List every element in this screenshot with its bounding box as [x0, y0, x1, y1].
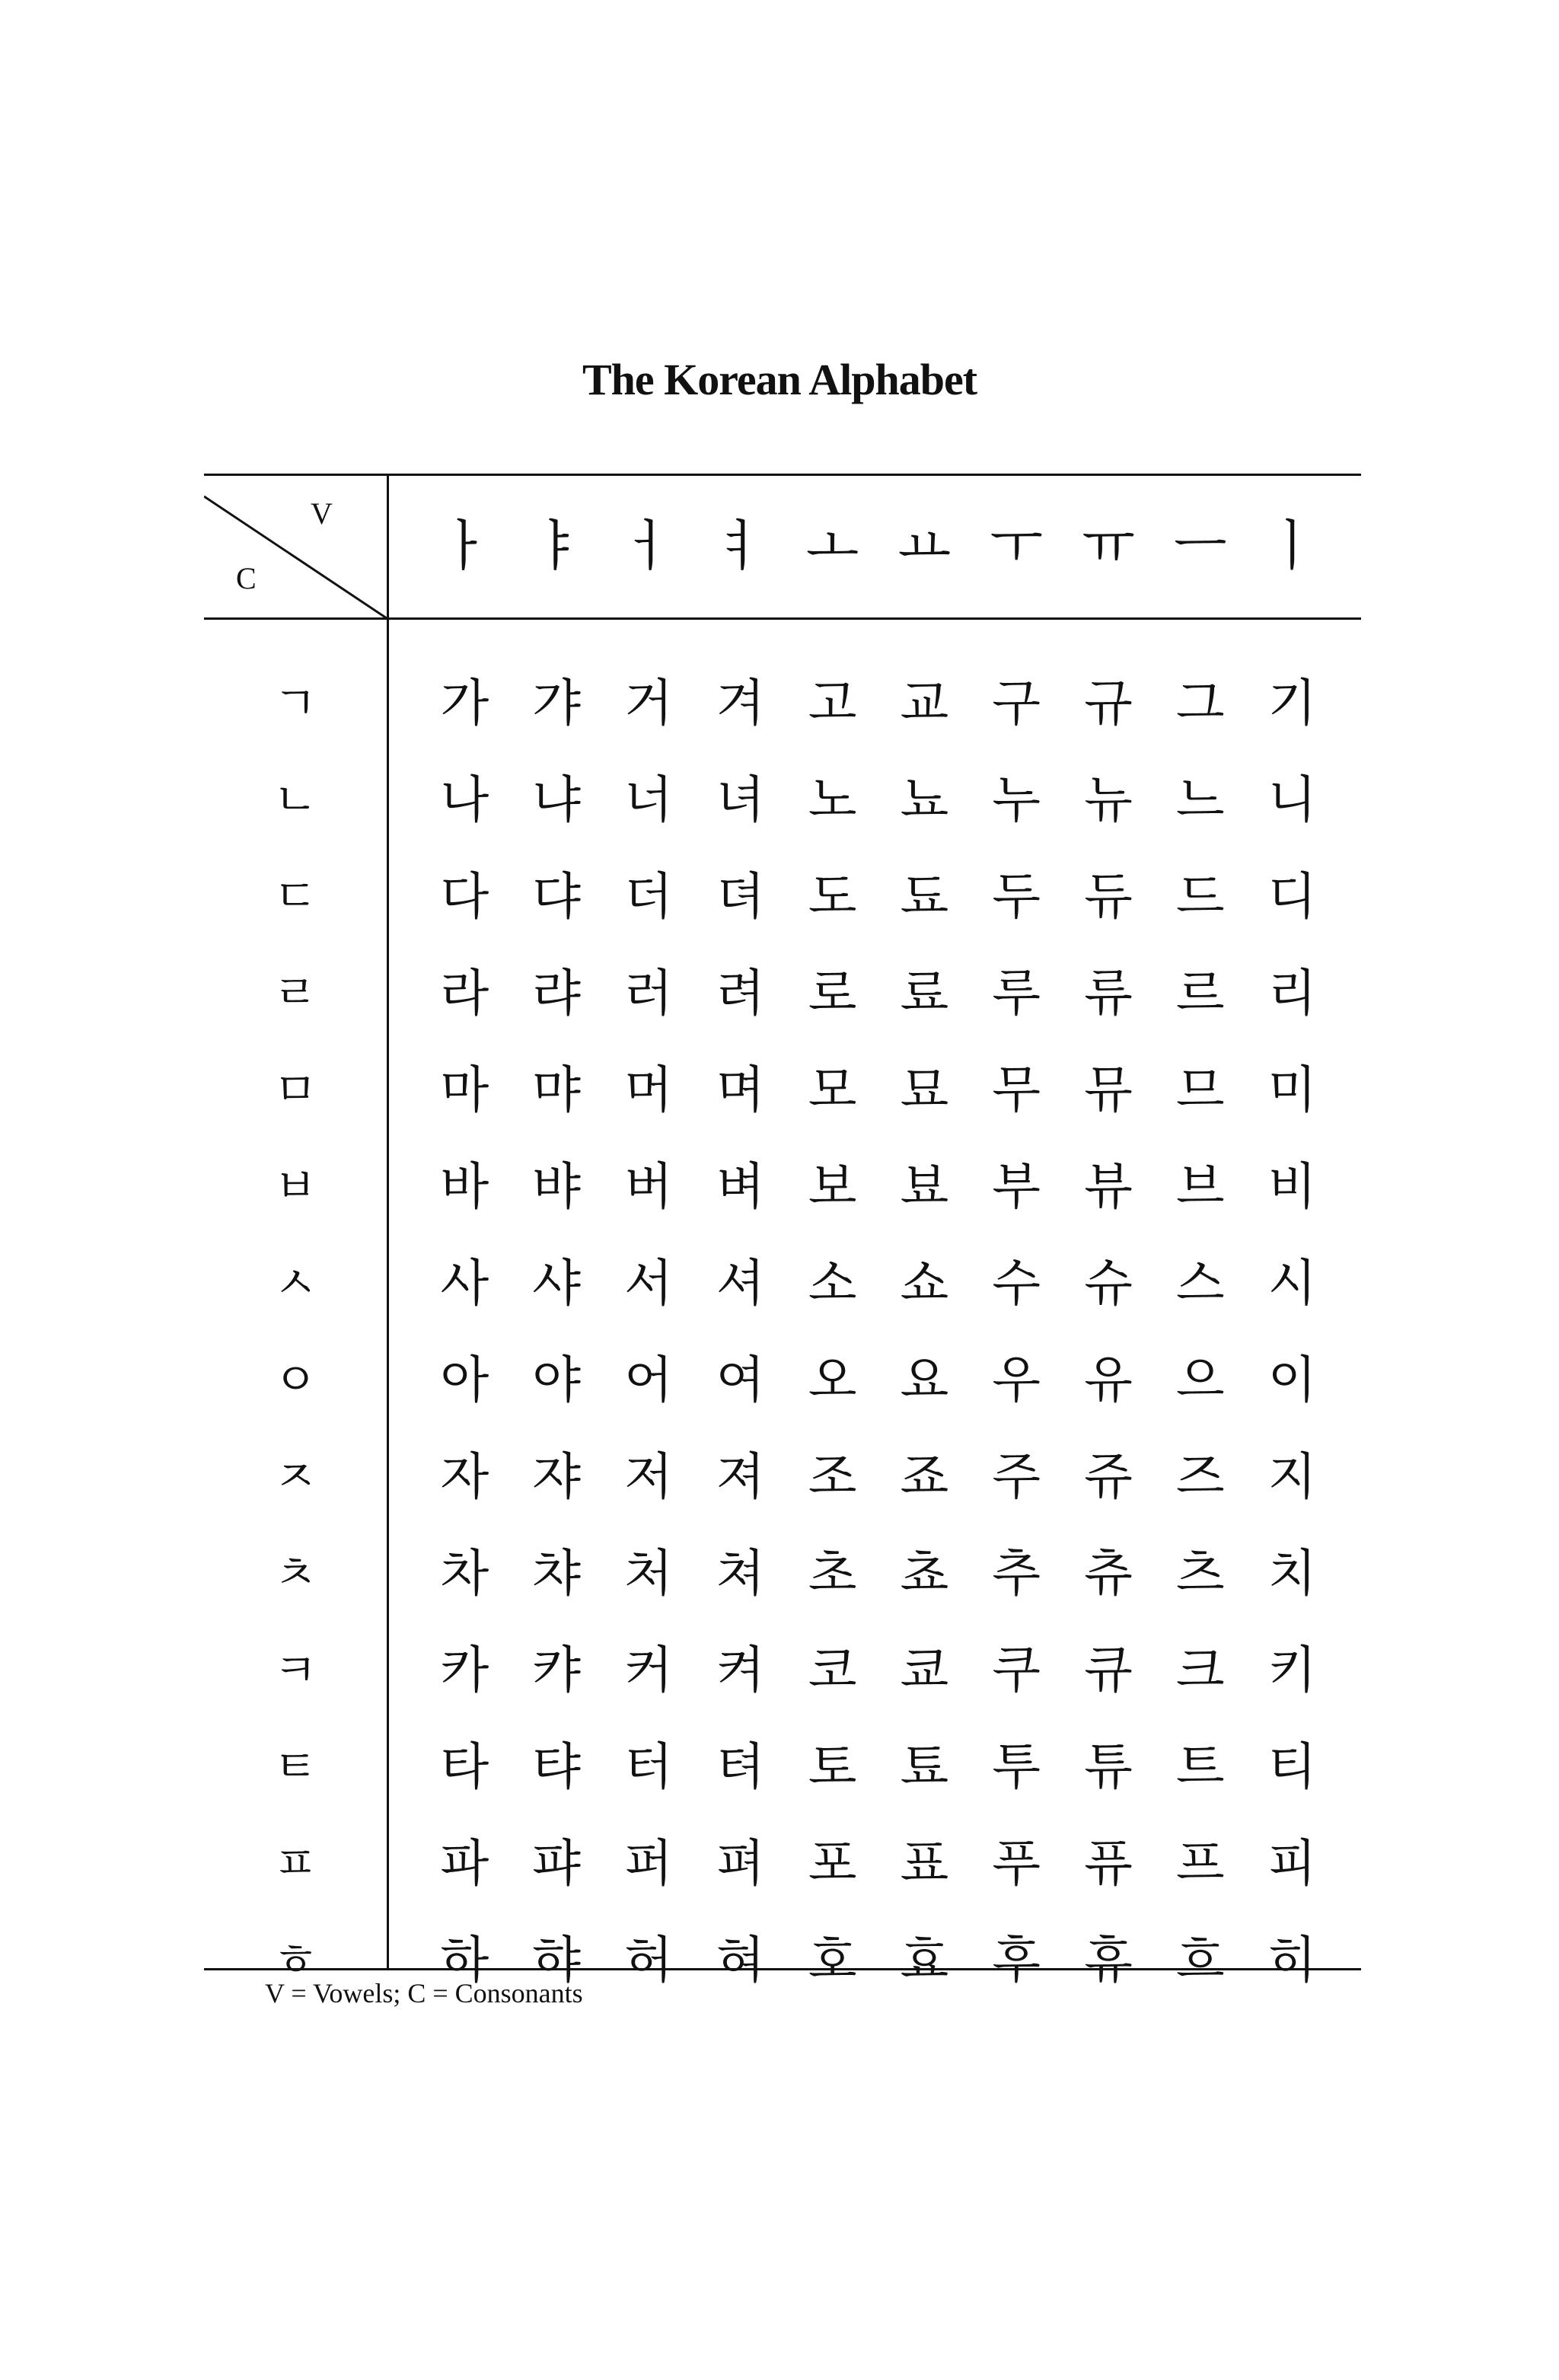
syllable-cell: 스 [1175, 1253, 1225, 1313]
syllable-cell: 사 [440, 1253, 489, 1313]
syllable-cell: 러 [624, 963, 673, 1023]
table-row [419, 1428, 1338, 1525]
consonant-header: ㄱ [273, 676, 317, 730]
syllable-cell: 머 [624, 1060, 673, 1119]
syllable-cell: 펴 [716, 1833, 765, 1893]
syllable-cell: 투 [992, 1737, 1041, 1796]
syllable-cell: 퍄 [532, 1833, 582, 1893]
syllable-cell: 햐 [532, 1930, 582, 1989]
syllable-cell: 갸 [532, 673, 582, 732]
consonant-header: ㅍ [273, 1836, 317, 1890]
consonant-header: ㄷ [273, 869, 317, 924]
syllable-cell: 슈 [1084, 1253, 1133, 1313]
syllable-cell: 큐 [1084, 1640, 1133, 1699]
syllable-cell: 호 [808, 1930, 857, 1989]
syllable-cell: 프 [1175, 1833, 1225, 1893]
syllable-cell: 나 [440, 770, 489, 829]
table-row [419, 945, 1338, 1042]
syllable-cell: 바 [440, 1157, 489, 1216]
syllable-cell: 져 [716, 1447, 765, 1506]
syllable-cell: 아 [440, 1350, 489, 1409]
syllable-cell: 랴 [532, 963, 582, 1023]
syllable-cell: 초 [808, 1543, 857, 1603]
syllable-cell: 노 [808, 770, 857, 829]
syllable-cell: 쿄 [900, 1640, 949, 1699]
consonant-column-divider [387, 474, 389, 1970]
syllable-cell: 야 [532, 1350, 582, 1409]
syllable-cell: 쇼 [900, 1253, 949, 1313]
syllable-cell: 쥬 [1084, 1447, 1133, 1506]
syllable-cell: 됴 [900, 866, 949, 926]
syllable-cell: 서 [624, 1253, 673, 1313]
syllable-cell: 보 [808, 1157, 857, 1216]
syllable-cell: 리 [1267, 963, 1317, 1023]
vowel-header: ㅜ [990, 514, 1043, 578]
table-row [419, 1042, 1338, 1138]
vowel-header: ㅕ [714, 514, 767, 578]
syllable-cell: 푸 [992, 1833, 1041, 1893]
corner-vowel-label: V [311, 496, 333, 531]
table-row [419, 1622, 1338, 1718]
syllable-cell: 이 [1267, 1350, 1317, 1409]
syllable-cell: 효 [900, 1930, 949, 1989]
syllable-cell: 츠 [1175, 1543, 1225, 1603]
syllable-cell: 치 [1267, 1543, 1317, 1603]
syllable-cell: 혀 [716, 1930, 765, 1989]
syllable-cell: 샤 [532, 1253, 582, 1313]
table-row [419, 1815, 1338, 1912]
syllable-cell: 포 [808, 1833, 857, 1893]
syllable-cell: 느 [1175, 770, 1225, 829]
syllable-cell: 미 [1267, 1060, 1317, 1119]
syllable-cell: 라 [440, 963, 489, 1023]
syllable-cell: 어 [624, 1350, 673, 1409]
syllable-cell: 코 [808, 1640, 857, 1699]
vowel-header: ㅛ [897, 514, 952, 578]
syllable-cell: 흐 [1175, 1930, 1225, 1989]
consonant-header: ㄹ [273, 966, 317, 1020]
syllable-cell: 뮤 [1084, 1060, 1133, 1119]
syllable-cell: 려 [716, 963, 765, 1023]
syllable-cell: 니 [1267, 770, 1317, 829]
syllable-cell: 무 [992, 1060, 1041, 1119]
consonant-header: ㅌ [273, 1740, 317, 1794]
syllable-cell: 거 [624, 673, 673, 732]
syllable-cell: 오 [808, 1350, 857, 1409]
corner-diagonal [204, 474, 387, 618]
syllable-cell: 냐 [532, 770, 582, 829]
consonant-column [204, 655, 387, 2008]
syllable-cell: 듀 [1084, 866, 1133, 926]
footnote: V = Vowels; C = Consonants [265, 1978, 583, 2008]
corner-consonant-label: C [236, 561, 257, 595]
syllable-cell: 모 [808, 1060, 857, 1119]
syllable-cell: 키 [1267, 1640, 1317, 1699]
syllable-cell: 유 [1084, 1350, 1133, 1409]
syllable-cell: 벼 [716, 1157, 765, 1216]
syllable-cell: 쵸 [900, 1543, 949, 1603]
syllable-cell: 히 [1267, 1930, 1317, 1989]
syllable-cell: 추 [992, 1543, 1041, 1603]
syllable-cell: 겨 [716, 673, 765, 732]
consonant-header: ㅎ [273, 1933, 317, 1987]
syllable-cell: 부 [992, 1157, 1041, 1216]
vowel-header: ㅣ [1265, 514, 1319, 578]
syllable-cell: 즈 [1175, 1447, 1225, 1506]
syllable-cell: 죠 [900, 1447, 949, 1506]
syllable-cell: 츄 [1084, 1543, 1133, 1603]
syllable-cell: 소 [808, 1253, 857, 1313]
vowel-header: ㅏ [438, 514, 492, 578]
syllable-cell: 류 [1084, 963, 1133, 1023]
syllable-cell: 너 [624, 770, 673, 829]
syllable-cell: 녀 [716, 770, 765, 829]
syllable-cell: 트 [1175, 1737, 1225, 1796]
consonant-header: ㅅ [273, 1256, 317, 1310]
syllable-cell: 가 [440, 673, 489, 732]
syllable-cell: 뷰 [1084, 1157, 1133, 1216]
syllable-cell: 휴 [1084, 1930, 1133, 1989]
syllable-cell: 브 [1175, 1157, 1225, 1216]
syllable-cell: 교 [900, 673, 949, 732]
syllable-cell: 토 [808, 1737, 857, 1796]
syllable-cell: 규 [1084, 673, 1133, 732]
syllable-cell: 기 [1267, 673, 1317, 732]
syllable-cell: 며 [716, 1060, 765, 1119]
syllable-cell: 그 [1175, 673, 1225, 732]
syllable-cell: 터 [624, 1737, 673, 1796]
syllable-cell: 묘 [900, 1060, 949, 1119]
syllable-cell: 쟈 [532, 1447, 582, 1506]
syllable-cell: 료 [900, 963, 949, 1023]
syllable-cell: 처 [624, 1543, 673, 1603]
syllable-cell: 드 [1175, 866, 1225, 926]
syllable-cell: 여 [716, 1350, 765, 1409]
syllable-cell: 자 [440, 1447, 489, 1506]
consonant-header: ㅋ [273, 1643, 317, 1697]
consonant-header: ㅁ [273, 1063, 317, 1117]
syllable-cell: 더 [624, 866, 673, 926]
syllable-cell: 지 [1267, 1447, 1317, 1506]
consonant-header: ㅊ [273, 1546, 317, 1600]
consonant-header: ㄴ [273, 773, 317, 827]
syllable-cell: 먀 [532, 1060, 582, 1119]
syllable-cell: 뉴 [1084, 770, 1133, 829]
syllable-cell: 시 [1267, 1253, 1317, 1313]
syllable-cell: 튜 [1084, 1737, 1133, 1796]
syllable-cell: 요 [900, 1350, 949, 1409]
syllable-cell: 파 [440, 1833, 489, 1893]
consonant-header: ㅂ [273, 1160, 317, 1214]
table-row [419, 1235, 1338, 1332]
consonant-header: ㅇ [273, 1353, 317, 1407]
syllable-cell: 캬 [532, 1640, 582, 1699]
vowel-header: ㅗ [805, 514, 859, 578]
syllable-cell: 크 [1175, 1640, 1225, 1699]
table-row [419, 1138, 1338, 1235]
syllable-cell: 뵤 [900, 1157, 949, 1216]
vowel-header: ㅡ [1173, 514, 1227, 578]
syllable-cell: 뎌 [716, 866, 765, 926]
syllable-cell: 버 [624, 1157, 673, 1216]
syllable-cell: 르 [1175, 963, 1225, 1023]
syllable-cell: 쿠 [992, 1640, 1041, 1699]
syllable-cell: 타 [440, 1737, 489, 1796]
syllable-cell: 하 [440, 1930, 489, 1989]
syllable-cell: 우 [992, 1350, 1041, 1409]
syllable-cell: 조 [808, 1447, 857, 1506]
syllable-cell: 커 [624, 1640, 673, 1699]
syllable-cell: 다 [440, 866, 489, 926]
syllable-cell: 차 [440, 1543, 489, 1603]
syllable-cell: 표 [900, 1833, 949, 1893]
syllable-cell: 텨 [716, 1737, 765, 1796]
syllable-cell: 퓨 [1084, 1833, 1133, 1893]
syllable-cell: 툐 [900, 1737, 949, 1796]
syllable-cell: 루 [992, 963, 1041, 1023]
vowel-header: ㅠ [1082, 514, 1135, 578]
syllable-cell: 두 [992, 866, 1041, 926]
syllable-cell: 후 [992, 1930, 1041, 1989]
vowel-header: ㅓ [622, 514, 675, 578]
syllable-cell: 도 [808, 866, 857, 926]
syllable-cell: 누 [992, 770, 1041, 829]
syllable-cell: 퍼 [624, 1833, 673, 1893]
syllable-cell: 댜 [532, 866, 582, 926]
table-row [419, 655, 1338, 751]
syllable-cell: 구 [992, 673, 1041, 732]
table-row [419, 1718, 1338, 1815]
syllable-cell: 로 [808, 963, 857, 1023]
syllable-cell: 쳐 [716, 1543, 765, 1603]
syllable-cell: 주 [992, 1447, 1041, 1506]
vowel-header-row [396, 474, 1361, 618]
syllable-cell: 뱌 [532, 1157, 582, 1216]
syllable-cell: 카 [440, 1640, 489, 1699]
syllable-cell: 켜 [716, 1640, 765, 1699]
table-row [419, 1525, 1338, 1622]
table-row [419, 1332, 1338, 1428]
syllable-cell: 비 [1267, 1157, 1317, 1216]
consonant-header: ㅈ [273, 1450, 317, 1504]
syllable-cell: 탸 [532, 1737, 582, 1796]
syllable-cell: 셔 [716, 1253, 765, 1313]
syllable-cell: 티 [1267, 1737, 1317, 1796]
vowel-header: ㅑ [530, 514, 583, 578]
corner-cell [204, 474, 387, 618]
syllable-cell: 허 [624, 1930, 673, 1989]
syllable-cell: 피 [1267, 1833, 1317, 1893]
syllable-cell: 디 [1267, 866, 1317, 926]
syllable-cell: 므 [1175, 1060, 1225, 1119]
syllable-cell: 저 [624, 1447, 673, 1506]
table-row [419, 751, 1338, 848]
page-title: The Korean Alphabet [582, 355, 977, 404]
syllable-cell: 수 [992, 1253, 1041, 1313]
table-row [419, 848, 1338, 945]
syllable-cell: 마 [440, 1060, 489, 1119]
syllable-grid [396, 655, 1361, 2008]
syllable-cell: 챠 [532, 1543, 582, 1603]
syllable-cell: 으 [1175, 1350, 1225, 1409]
syllable-cell: 뇨 [900, 770, 949, 829]
syllable-cell: 고 [808, 673, 857, 732]
